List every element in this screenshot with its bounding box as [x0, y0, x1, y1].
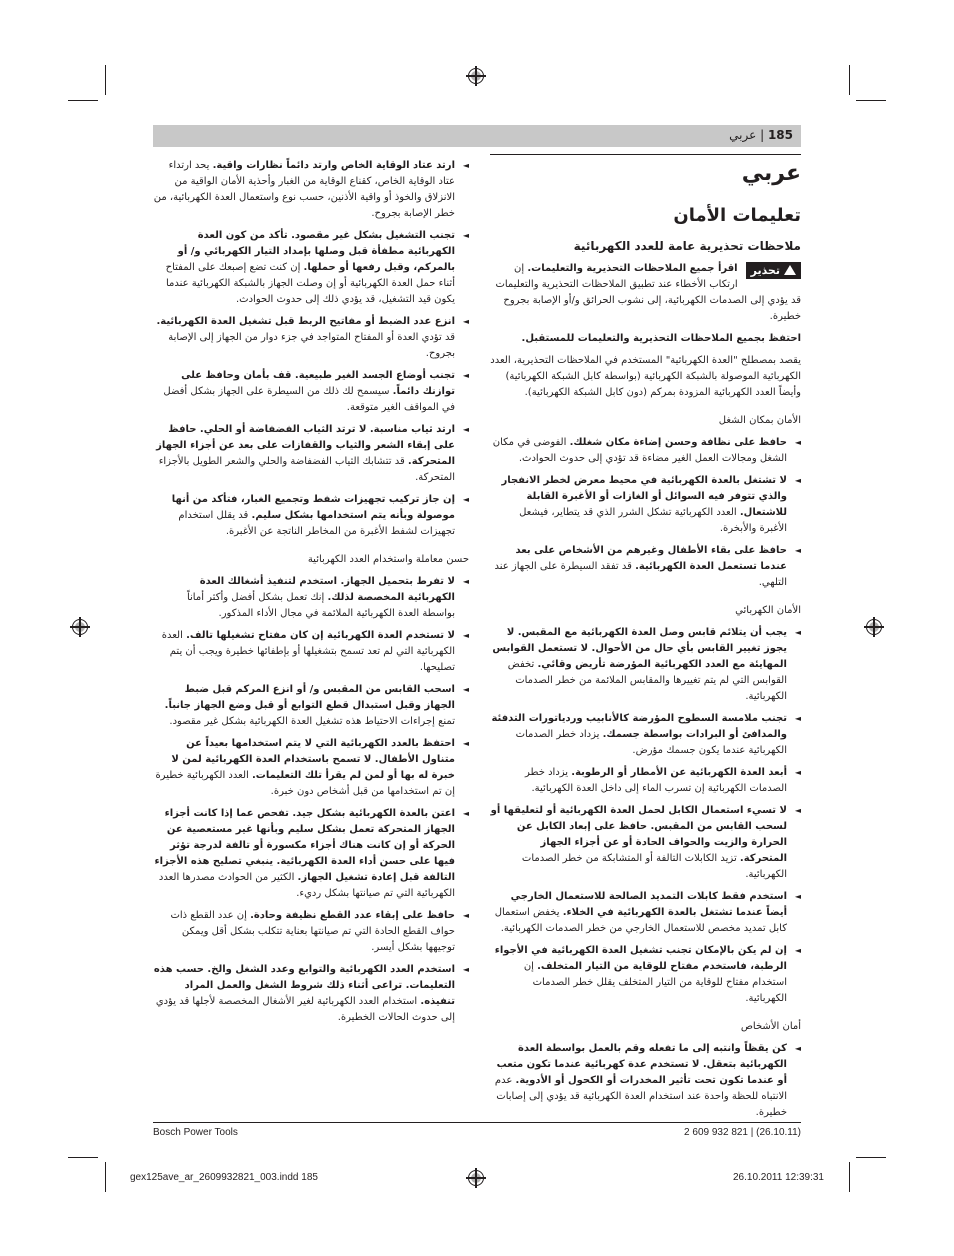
- crop-mark: [105, 65, 106, 95]
- list-item: ◄ استخدم العدد الكهربائية والتوابع وعدد الشغل والخ. حسب هذه التعليمات. تراعى أثناء ذلك شروط الشغل والعمل المراد تنفيذه. استخدام العدد الكهربائية لغير الأشغال المخصصة لأجلها قد يؤدي إلى حدوث الحالات الخطيرة.: [153, 964, 469, 1023]
- safety-title: تعليمات الأمان: [673, 205, 801, 226]
- list-item: ◄ يجب أن يتلائم قابس وصل العدة الكهربائية مع المقبس. لا يجوز تغيير القابس بأي حال من الأحوال. لا تستعمل القوابس المهايئة مع العدد الكهربائية المؤرضة تأريض وقائي. تخفض القوابس التي لم يتم تغييرها والمقابس الملائمة من خطر الصدمات الكهربائية.: [492, 627, 801, 702]
- slug-datetime: 26.10.2011 12:39:31: [732, 1172, 824, 1183]
- bullet-arrow-icon: ◄: [794, 946, 801, 955]
- page-header: [153, 125, 801, 147]
- footer-divider: [153, 1122, 801, 1123]
- warning-block: [490, 261, 801, 325]
- bullet-arrow-icon: ◄: [462, 161, 469, 170]
- left-column: [153, 152, 469, 1026]
- footer-company: Bosch Power Tools: [153, 1127, 238, 1138]
- list-item: ◄ حافظ على بقاء الأطفال وغيرهم من الأشخاص على بعد عندما تستعمل العدة الكهربائية. قد تفقد السيطرة على الجهاز عند التلهي.: [494, 545, 801, 588]
- language-title: عربي: [490, 154, 801, 189]
- crop-mark: [856, 100, 886, 101]
- crop-mark: [68, 1157, 98, 1158]
- right-column: [490, 152, 801, 1121]
- list-item: ◄ ارتد عتاد الوقاية الخاص وارتد دائماً نظارات واقية. يحد ارتداء عتاد الوقاية الخاص، كقناع الوقاية من الغبار وأحذية الأمان الواقية من الانزلاق والخوذ أو واقية الأذنين، حسب نوع واستعمال العدة الكهربائية، من خطر الإصابة بجروح.: [153, 160, 469, 219]
- list-item: ◄ كن يقظاً وانتبه إلى ما تفعله وقم بالعمل بواسطة العدة الكهربائية بتعقل. لا تستخدم عدة كهربائية عندما تكون متعب أو عندما تكون تحت تأثير المخدرات أو الكحول أو الأدوية. عدم الانتباه للحظة واحدة عند استخدام العدة الكهربائية قد يؤدي إلى إصابات خطيرة.: [494, 1043, 801, 1118]
- bullet-arrow-icon: ◄: [462, 317, 469, 326]
- list-item: ◄ إن لم يكن بالإمكان تجنب تشغيل العدة الكهربائية في الأجواء الرطبة، فاستخدم مفتاح للوقاية من التيار المتخلف. إن استخدام مفتاح للوقاية من التيار المتخلف يقلل خطر الصدمات الكهربائية.: [494, 945, 801, 1004]
- bullet-arrow-icon: ◄: [462, 965, 469, 974]
- bullet-arrow-icon: ◄: [462, 739, 469, 748]
- bullet-arrow-icon: ◄: [462, 577, 469, 586]
- list-item: ◄ تجنب ملامسة السطوح المؤرضة كالأنابيب وردياتورات التدفئة والمدافئ أو البرادات بواسطة جسمك. يزداد خطر الصدمات الكهربائية عندما يكون جسمك مؤرض.: [491, 713, 801, 756]
- bullet-arrow-icon: ◄: [794, 714, 801, 723]
- crop-mark: [105, 1162, 106, 1192]
- footer-doc-number: 2 609 932 821 | (26.10.11): [684, 1127, 801, 1138]
- header-language: عربي: [729, 128, 757, 142]
- list-item: ◄ أبعد العدة الكهربائية عن الأمطار أو الرطوبة. يزداد خطر الصدمات الكهربائية إن تسرب الماء إلى داخل العدة الكهربائية.: [525, 767, 801, 794]
- registration-mark-icon: [866, 619, 882, 635]
- list-item: ◄ حافظ على إبقاء عدد القطع نظيفة وحادة. إن عدد القطع ذات حواف القطع الحادة التي تم صيانتها بعناية تتكلب بشكل أقل ويمكن توجيهها بشكل أيسر.: [170, 910, 469, 953]
- list-item: ◄ تجنب أوضاع الجسد الغير طبيعية. قف بأمان وحافظ على توازنك دائماً. سيسمح لك ذلك من السيطرة على الجهاز بشكل أفضل في المواقف الغير متوقعة.: [163, 370, 469, 413]
- crop-mark: [849, 1162, 850, 1192]
- bullet-arrow-icon: ◄: [462, 495, 469, 504]
- bullet-arrow-icon: ◄: [462, 231, 469, 240]
- bullet-arrow-icon: ◄: [794, 892, 801, 901]
- bullet-arrow-icon: ◄: [462, 685, 469, 694]
- warning-triangle-icon: [784, 265, 796, 275]
- bullet-arrow-icon: ◄: [462, 911, 469, 920]
- registration-mark-icon: [468, 1170, 484, 1186]
- list-item: ◄ اعتن بالعدة الكهربائية بشكل جيد. تفحص عما إذا كانت أجزاء الجهاز المتحركة تعمل بشكل سليم وبأنها غير مستعصية عن الحركة أو إن كانت هناك أجزاء مكسورة أو تالفة لدرجة تؤثر فيها على حسن أداء العدة الكهربائية. ينبغي تصليح هذه الأجزاء التالفة قبل إعادة تشغيل الجهاز. الكثير من الحوادث مصدرها العدد الكهربائية التي تم صيانتها بشكل رديء.: [154, 808, 469, 899]
- crop-mark: [68, 100, 98, 101]
- list-item: ◄ لا تفرط بتحميل الجهاز. استخدم لتنفيذ أشغالك العدة الكهربائية المخصصة لذلك. إنك تعمل بشكل أفضل وأكثر أماناً بواسطة العدة الكهربائية الملائمة في مجال الأداء المذكور.: [186, 576, 469, 619]
- list-item: ◄ انزع عدد الضبط أو مفاتيح الربط قبل تشغيل العدة الكهربائية. قد تؤدي العدة أو المفتاح المتواجد في جزء دوار من الجهاز إلى الإصابة بجروح.: [156, 316, 469, 359]
- bullet-arrow-icon: ◄: [794, 806, 801, 815]
- bullet-arrow-icon: ◄: [794, 546, 801, 555]
- list-item: ◄ لا تشتغل بالعدة الكهربائية في محيط معرض لخطر الانفجار والذي تتوفر فيه السوائل أو الغازات أو الأغبرة القابلة للاشتعال. العدد الكهربائية تشكل الشرر الذي قد يتطاير، فيشعل الأغبرة والأبخرة.: [501, 475, 801, 534]
- general-warnings-subtitle: ملاحظات تحذيرية عامة للعدد الكهربائية: [573, 239, 801, 253]
- warning-text: إن ارتكاب الأخطاء عند تطبيق الملاحظات التحذيرية والتعليمات قد يؤدي إلى الصدمات الكهربائية، إلى نشوب الحرائق و/أو الإصابة بجروح خطيرة.: [495, 263, 801, 322]
- bullet-arrow-icon: ◄: [794, 438, 801, 447]
- list-item: ◄ حافظ على نظافة وحسن إضاءة مكان شغلك. الفوضى في مكان الشغل ومجالات العمل الغير مضاءة قد تؤدي إلى حدوث الحوادث.: [492, 437, 801, 464]
- registration-mark-icon: [72, 619, 88, 635]
- slug-file: gex125ave_ar_2609932821_003.indd 185: [130, 1172, 318, 1183]
- bullet-arrow-icon: ◄: [794, 476, 801, 485]
- list-item: ◄ ارتد ثياب مناسبة. لا ترتد الثياب الفضفاضة أو الحلي. حافظ على إبقاء الشعر والثياب والقفازات على بعد عن أجزاء الجهاز المتحركة. قد تتشابك الثياب الفضفاضة والحلي والشعر الطويل بالأجزاء المتحركة.: [156, 424, 469, 483]
- keep-instructions: احتفظ بجميع الملاحظات التحذيرية والتعليمات للمستقبل.: [521, 333, 801, 344]
- list-item: ◄ اسحب القابس من المقبس و/ أو انزع المركم قبل ضبط الجهاز وقبل استبدال قطع التوابع أو قبل وضع الجهاز جانباً. تمنع إجراءات الاحتياط هذه تشغيل العدة الكهربائية بشكل غير مقصود.: [164, 684, 469, 727]
- page-number: 185: [767, 128, 793, 142]
- bullet-arrow-icon: ◄: [462, 371, 469, 380]
- bullet-arrow-icon: ◄: [462, 631, 469, 640]
- list-item: ◄ احتفظ بالعدد الكهربائية التي لا يتم استخدامها بعيداً عن متناول الأطفال. لا تسمح باستخدام العدة الكهربائية لمن لا خبرة له بها أو لمن لم يقرأ تلك التعليمات. العدد الكهربائية خطيرة إن تم استخدامها من قبل أشخاص دون خبرة.: [155, 738, 469, 797]
- bullet-arrow-icon: ◄: [462, 425, 469, 434]
- bullet-arrow-icon: ◄: [794, 628, 801, 637]
- personal-safety-title: أمان الأشخاص: [740, 1021, 801, 1032]
- bullet-arrow-icon: ◄: [462, 809, 469, 818]
- bullet-arrow-icon: ◄: [794, 768, 801, 777]
- warning-bold: اقرأ جميع الملاحظات التحذيرية والتعليمات.: [527, 263, 738, 274]
- header-separator: |: [760, 128, 765, 142]
- work-area-title: الأمان بمكان الشغل: [718, 415, 801, 426]
- crop-mark: [856, 1157, 886, 1158]
- list-item: ◄ تجنب التشغيل بشكل غير مقصود. تأكد من كون العدة الكهربائية مطفأة قبل وصلها بإمداد التيار الكهربائي و/ أو بالمركم، وقبل رفعها أو حملها. إن كنت تضع إصبعك على المفتاح أثناء حمل العدة الكهربائية أو إن وصلت الجهاز بالشبكة الكهربائية عندما يكون قيد التشغيل، قد يؤدي ذلك إلى حدوث الحوادث.: [165, 230, 469, 305]
- list-item: ◄ إن جاز تركيب تجهيزات شفط وتجميع الغبار، فتأكد من أنها موصولة وبأنه يتم استخدامها بشكل سليم. قد يقلل استخدام تجهيزات لشفط الأغبرة من المخاطر الناتجة عن الأغبرة.: [171, 494, 469, 537]
- warning-badge: تحذير: [746, 262, 801, 279]
- list-item: ◄ استخدم فقط كابلات التمديد الصالحة للاستعمال الخارجي أيضاً عندما تشتغل بالعدة الكهربائية في الخلاء. يخفض استعمال كابل تمديد مخصص للاستعمال الخارجي من خطر الصدمات الكهربائية.: [494, 891, 801, 934]
- bullet-arrow-icon: ◄: [794, 1044, 801, 1053]
- handling-title: حسن معاملة واستخدام العدد الكهربائية: [307, 554, 469, 565]
- list-item: ◄ لا تسيء استعمال الكابل لحمل العدة الكهربائية أو لتعليقها أو لسحب القابس من المقبس. حافظ على إبعاد الكابل عن الحرارة والزيت والحواف الحادة أو عن أجزاء الجهاز المتحركة. تزيد الكابلات التالفة أو المتشابكة من خطر الصدمات الكهربائية.: [490, 805, 801, 880]
- registration-mark-icon: [468, 68, 484, 84]
- crop-mark: [849, 65, 850, 95]
- list-item: ◄ لا تستخدم العدة الكهربائية إن كان مفتاح تشغيلها تالف. العدة الكهربائية التي لم تعد تسمح بتشغيلها أو بإطفائها خطيرة ويجب أن يتم تصليحها.: [161, 630, 469, 673]
- electrical-title: الأمان الكهربائي: [735, 605, 801, 616]
- term-definition: يقصد بمصطلح "العدة الكهربائية" المستخدم في الملاحظات التحذيرية، العدد الكهربائية الموصولة بالشبكة الكهربائية (بواسطة كابل الشبكة الكهربائية) وأيضاً العدد الكهربائية المزودة بمركم (دون كابل الشبكة الكهربائية).: [490, 355, 801, 398]
